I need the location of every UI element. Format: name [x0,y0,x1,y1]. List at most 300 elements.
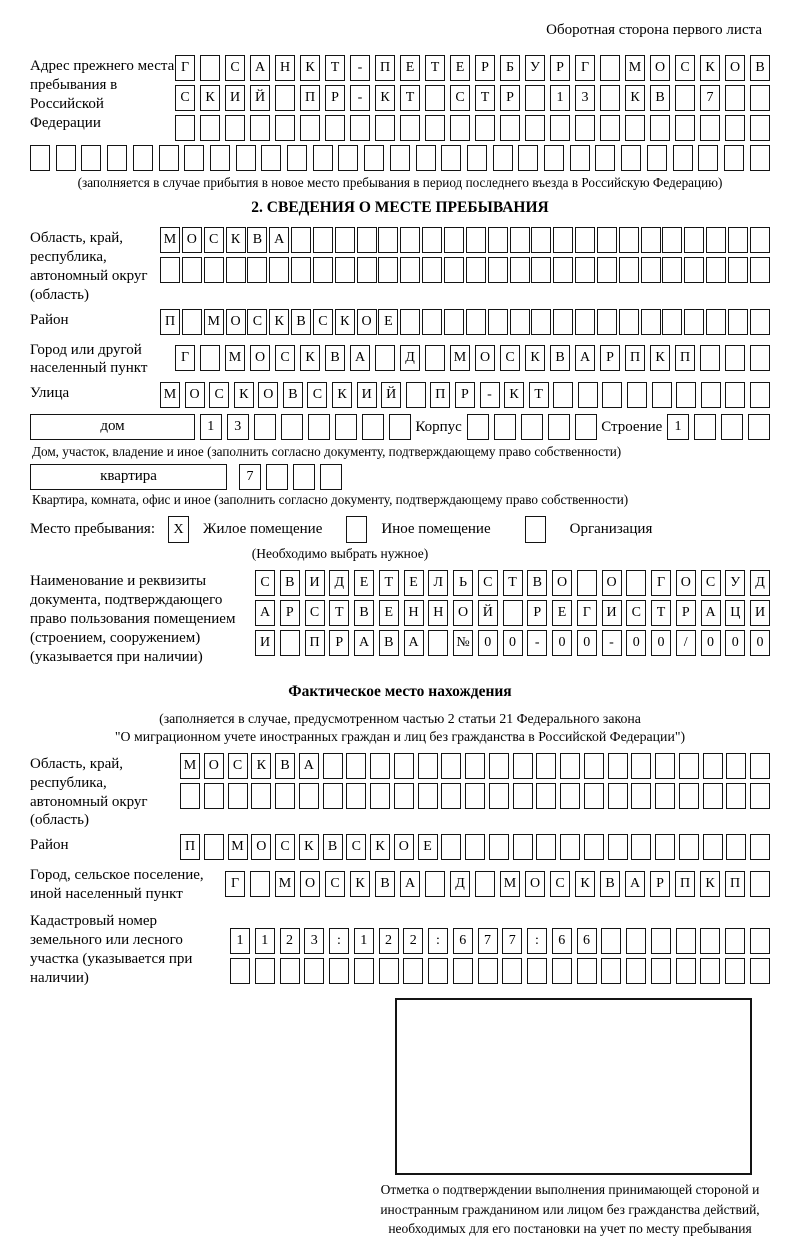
char-cell[interactable]: А [354,630,374,656]
char-cell[interactable]: 0 [651,630,671,656]
stamp-box[interactable] [395,998,752,1175]
char-cell[interactable]: 7 [700,85,720,111]
char-cell[interactable] [518,145,538,171]
char-cell[interactable]: К [300,345,320,371]
char-cell[interactable] [536,783,556,809]
char-cell[interactable] [513,753,533,779]
char-cell[interactable] [700,345,720,371]
char-cell[interactable]: 0 [701,630,721,656]
char-cell[interactable] [703,753,723,779]
char-cell[interactable] [236,145,256,171]
char-cell[interactable]: Р [600,345,620,371]
char-cell[interactable]: О [251,834,271,860]
char-cell[interactable]: 7 [239,464,261,490]
char-cell[interactable] [601,958,621,984]
char-cell[interactable] [684,309,704,335]
char-cell[interactable] [323,753,343,779]
char-cell[interactable] [465,783,485,809]
char-cell[interactable] [182,309,202,335]
char-cell[interactable] [725,382,745,408]
char-cell[interactable]: Г [651,570,671,596]
char-cell[interactable]: Е [379,600,399,626]
char-cell[interactable] [500,115,520,141]
char-cell[interactable] [428,630,448,656]
char-cell[interactable] [750,783,770,809]
char-cell[interactable] [701,382,721,408]
char-cell[interactable] [357,257,377,283]
char-cell[interactable] [650,115,670,141]
char-cell[interactable] [364,145,384,171]
char-cell[interactable]: М [225,345,245,371]
char-cell[interactable]: О [258,382,278,408]
char-cell[interactable] [525,85,545,111]
char-cell[interactable]: 1 [230,928,250,954]
char-cell[interactable] [725,958,745,984]
char-cell[interactable] [425,345,445,371]
char-cell[interactable]: 1 [667,414,689,440]
char-cell[interactable]: 0 [478,630,498,656]
char-cell[interactable]: К [269,309,289,335]
char-cell[interactable] [694,414,716,440]
char-cell[interactable]: Г [175,55,195,81]
char-cell[interactable]: С [675,55,695,81]
char-cell[interactable] [254,414,276,440]
char-cell[interactable] [107,145,127,171]
char-cell[interactable]: В [323,834,343,860]
char-cell[interactable]: К [350,871,370,897]
char-cell[interactable]: С [255,570,275,596]
char-cell[interactable]: К [700,871,720,897]
char-cell[interactable]: Г [225,871,245,897]
char-cell[interactable]: Н [404,600,424,626]
char-cell[interactable]: И [255,630,275,656]
char-cell[interactable] [631,834,651,860]
char-cell[interactable] [370,783,390,809]
char-cell[interactable]: Г [175,345,195,371]
char-cell[interactable] [422,257,442,283]
char-cell[interactable] [403,958,423,984]
char-cell[interactable]: В [650,85,670,111]
char-cell[interactable] [662,309,682,335]
char-cell[interactable]: - [480,382,500,408]
char-cell[interactable]: 1 [200,414,222,440]
char-cell[interactable] [400,257,420,283]
char-cell[interactable] [428,958,448,984]
char-cell[interactable]: В [750,55,770,81]
char-cell[interactable]: С [450,85,470,111]
char-cell[interactable]: 3 [575,85,595,111]
char-cell[interactable]: 3 [304,928,324,954]
char-cell[interactable]: А [701,600,721,626]
char-cell[interactable] [304,958,324,984]
char-cell[interactable] [394,783,414,809]
char-cell[interactable]: В [379,630,399,656]
char-cell[interactable]: К [575,871,595,897]
char-cell[interactable]: Ц [725,600,745,626]
char-cell[interactable] [379,958,399,984]
char-cell[interactable] [575,115,595,141]
char-cell[interactable]: Т [425,55,445,81]
char-cell[interactable]: О [185,382,205,408]
char-cell[interactable] [578,382,598,408]
char-cell[interactable]: Р [329,630,349,656]
char-cell[interactable]: / [676,630,696,656]
char-cell[interactable] [675,85,695,111]
char-cell[interactable]: О [650,55,670,81]
char-cell[interactable] [313,145,333,171]
char-cell[interactable]: В [325,345,345,371]
char-cell[interactable]: С [500,345,520,371]
char-cell[interactable]: К [299,834,319,860]
char-cell[interactable]: Т [651,600,671,626]
char-cell[interactable] [750,958,770,984]
char-cell[interactable]: Р [280,600,300,626]
char-cell[interactable]: С [626,600,646,626]
char-cell[interactable] [81,145,101,171]
char-cell[interactable]: Р [325,85,345,111]
char-cell[interactable] [488,257,508,283]
char-cell[interactable]: К [625,85,645,111]
char-cell[interactable] [266,464,288,490]
char-cell[interactable]: 6 [552,928,572,954]
char-cell[interactable] [725,85,745,111]
char-cell[interactable]: 1 [354,928,374,954]
char-cell[interactable] [346,753,366,779]
char-cell[interactable]: В [527,570,547,596]
char-cell[interactable] [601,928,621,954]
char-cell[interactable]: П [430,382,450,408]
char-cell[interactable] [503,600,523,626]
char-cell[interactable] [679,834,699,860]
char-cell[interactable] [444,309,464,335]
char-cell[interactable] [494,414,516,440]
char-cell[interactable] [510,257,530,283]
char-cell[interactable] [204,783,224,809]
char-cell[interactable] [280,958,300,984]
checkbox-inoe-pomeshchenie[interactable] [346,516,367,543]
char-cell[interactable]: М [180,753,200,779]
char-cell[interactable]: С [275,345,295,371]
char-cell[interactable] [521,414,543,440]
char-cell[interactable] [275,115,295,141]
char-cell[interactable]: : [428,928,448,954]
char-cell[interactable]: В [291,309,311,335]
char-cell[interactable] [641,309,661,335]
char-cell[interactable]: 7 [478,928,498,954]
char-cell[interactable]: В [600,871,620,897]
char-cell[interactable] [513,834,533,860]
char-cell[interactable]: 2 [403,928,423,954]
char-cell[interactable] [750,753,770,779]
char-cell[interactable] [553,227,573,253]
char-cell[interactable]: Р [455,382,475,408]
char-cell[interactable]: Р [527,600,547,626]
char-cell[interactable]: О [725,55,745,81]
char-cell[interactable] [575,414,597,440]
char-cell[interactable] [608,834,628,860]
char-cell[interactable] [584,753,604,779]
char-cell[interactable]: В [550,345,570,371]
char-cell[interactable] [673,145,693,171]
char-cell[interactable]: О [204,753,224,779]
char-cell[interactable] [619,257,639,283]
char-cell[interactable] [255,958,275,984]
char-cell[interactable] [553,309,573,335]
char-cell[interactable] [706,227,726,253]
char-cell[interactable] [552,958,572,984]
char-cell[interactable] [389,414,411,440]
char-cell[interactable]: - [350,85,370,111]
char-cell[interactable] [726,783,746,809]
char-cell[interactable]: С [325,871,345,897]
char-cell[interactable] [425,85,445,111]
char-cell[interactable]: М [160,382,180,408]
char-cell[interactable]: К [234,382,254,408]
char-cell[interactable] [600,85,620,111]
char-cell[interactable] [30,145,50,171]
char-cell[interactable] [488,227,508,253]
char-cell[interactable] [210,145,230,171]
char-cell[interactable] [625,115,645,141]
char-cell[interactable]: У [525,55,545,81]
char-cell[interactable] [550,115,570,141]
char-cell[interactable] [160,257,180,283]
char-cell[interactable] [378,227,398,253]
char-cell[interactable] [293,464,315,490]
char-cell[interactable]: Т [400,85,420,111]
char-cell[interactable] [703,783,723,809]
char-cell[interactable] [489,834,509,860]
char-cell[interactable] [548,414,570,440]
char-cell[interactable]: 0 [626,630,646,656]
char-cell[interactable] [513,783,533,809]
char-cell[interactable] [728,309,748,335]
char-cell[interactable]: Е [378,309,398,335]
char-cell[interactable]: Д [329,570,349,596]
char-cell[interactable] [502,958,522,984]
char-cell[interactable] [619,227,639,253]
char-cell[interactable]: О [602,570,622,596]
char-cell[interactable] [394,753,414,779]
char-cell[interactable] [750,227,770,253]
char-cell[interactable] [400,115,420,141]
char-cell[interactable] [204,834,224,860]
char-cell[interactable] [489,783,509,809]
char-cell[interactable]: П [675,345,695,371]
char-cell[interactable] [230,958,250,984]
char-cell[interactable] [750,257,770,283]
char-cell[interactable]: С [247,309,267,335]
char-cell[interactable] [275,85,295,111]
char-cell[interactable]: Й [381,382,401,408]
char-cell[interactable]: М [450,345,470,371]
char-cell[interactable]: Т [379,570,399,596]
char-cell[interactable]: Д [400,345,420,371]
char-cell[interactable]: В [280,570,300,596]
char-cell[interactable] [560,834,580,860]
char-cell[interactable] [726,753,746,779]
char-cell[interactable]: О [394,834,414,860]
char-cell[interactable] [553,382,573,408]
char-cell[interactable] [204,257,224,283]
char-cell[interactable] [299,783,319,809]
char-cell[interactable] [525,115,545,141]
char-cell[interactable]: 3 [227,414,249,440]
char-cell[interactable]: И [602,600,622,626]
char-cell[interactable]: Р [500,85,520,111]
char-cell[interactable] [346,783,366,809]
char-cell[interactable]: Е [450,55,470,81]
char-cell[interactable] [647,145,667,171]
char-cell[interactable]: 2 [379,928,399,954]
char-cell[interactable]: П [300,85,320,111]
char-cell[interactable] [750,834,770,860]
char-cell[interactable]: П [675,871,695,897]
char-cell[interactable] [553,257,573,283]
char-cell[interactable]: К [370,834,390,860]
char-cell[interactable]: Р [550,55,570,81]
char-cell[interactable]: С [701,570,721,596]
char-cell[interactable] [467,145,487,171]
char-cell[interactable]: С [225,55,245,81]
char-cell[interactable]: О [525,871,545,897]
char-cell[interactable]: К [335,309,355,335]
char-cell[interactable] [700,115,720,141]
char-cell[interactable]: О [453,600,473,626]
char-cell[interactable] [531,257,551,283]
char-cell[interactable]: К [525,345,545,371]
char-cell[interactable]: 7 [502,928,522,954]
char-cell[interactable]: 0 [577,630,597,656]
char-cell[interactable]: К [226,227,246,253]
char-cell[interactable] [378,257,398,283]
char-cell[interactable]: Р [475,55,495,81]
char-cell[interactable] [465,834,485,860]
char-cell[interactable]: В [275,753,295,779]
char-cell[interactable]: 2 [280,928,300,954]
char-cell[interactable]: В [375,871,395,897]
char-cell[interactable] [600,55,620,81]
char-cell[interactable]: М [500,871,520,897]
char-cell[interactable]: Т [529,382,549,408]
char-cell[interactable] [291,227,311,253]
char-cell[interactable] [422,309,442,335]
char-cell[interactable] [750,309,770,335]
char-cell[interactable] [184,145,204,171]
char-cell[interactable] [466,309,486,335]
char-cell[interactable] [180,783,200,809]
char-cell[interactable]: П [305,630,325,656]
char-cell[interactable] [602,382,622,408]
char-cell[interactable] [251,783,271,809]
char-cell[interactable]: 0 [552,630,572,656]
char-cell[interactable]: 0 [503,630,523,656]
char-cell[interactable] [703,834,723,860]
char-cell[interactable] [453,958,473,984]
char-cell[interactable] [250,871,270,897]
char-cell[interactable] [631,753,651,779]
char-cell[interactable] [531,309,551,335]
char-cell[interactable] [467,414,489,440]
char-cell[interactable]: Г [577,600,597,626]
char-cell[interactable] [308,414,330,440]
char-cell[interactable] [300,115,320,141]
char-cell[interactable]: О [226,309,246,335]
char-cell[interactable] [390,145,410,171]
char-cell[interactable] [291,257,311,283]
char-cell[interactable] [750,382,770,408]
char-cell[interactable]: М [625,55,645,81]
char-cell[interactable] [313,257,333,283]
char-cell[interactable] [400,309,420,335]
char-cell[interactable] [577,570,597,596]
char-cell[interactable] [662,257,682,283]
char-cell[interactable]: Н [275,55,295,81]
char-cell[interactable] [597,257,617,283]
char-cell[interactable] [287,145,307,171]
char-cell[interactable] [726,834,746,860]
char-cell[interactable] [325,115,345,141]
checkbox-zhiloe-pomeshchenie[interactable]: X [168,516,189,543]
char-cell[interactable] [748,414,770,440]
char-cell[interactable]: О [300,871,320,897]
char-cell[interactable]: И [305,570,325,596]
char-cell[interactable]: Д [750,570,770,596]
char-cell[interactable] [510,227,530,253]
char-cell[interactable]: 0 [750,630,770,656]
char-cell[interactable] [684,257,704,283]
char-cell[interactable] [338,145,358,171]
char-cell[interactable]: Е [552,600,572,626]
char-cell[interactable]: П [180,834,200,860]
char-cell[interactable] [441,145,461,171]
char-cell[interactable] [225,115,245,141]
char-cell[interactable] [560,783,580,809]
char-cell[interactable]: М [204,309,224,335]
char-cell[interactable] [600,115,620,141]
char-cell[interactable] [228,783,248,809]
char-cell[interactable] [425,115,445,141]
char-cell[interactable] [626,958,646,984]
char-cell[interactable]: О [357,309,377,335]
char-cell[interactable] [544,145,564,171]
char-cell[interactable] [750,85,770,111]
char-cell[interactable] [406,382,426,408]
char-cell[interactable]: К [700,55,720,81]
char-cell[interactable]: Р [650,871,670,897]
char-cell[interactable]: Е [404,570,424,596]
char-cell[interactable] [595,145,615,171]
char-cell[interactable]: С [313,309,333,335]
char-cell[interactable] [416,145,436,171]
char-cell[interactable]: К [650,345,670,371]
char-cell[interactable]: В [247,227,267,253]
char-cell[interactable]: - [527,630,547,656]
char-cell[interactable]: : [527,928,547,954]
char-cell[interactable] [441,783,461,809]
char-cell[interactable] [641,227,661,253]
char-cell[interactable]: П [625,345,645,371]
char-cell[interactable]: Г [575,55,595,81]
char-cell[interactable] [261,145,281,171]
char-cell[interactable]: Й [250,85,270,111]
char-cell[interactable]: С [550,871,570,897]
char-cell[interactable]: С [204,227,224,253]
char-cell[interactable]: 6 [453,928,473,954]
char-cell[interactable]: К [332,382,352,408]
char-cell[interactable]: А [255,600,275,626]
char-cell[interactable] [159,145,179,171]
